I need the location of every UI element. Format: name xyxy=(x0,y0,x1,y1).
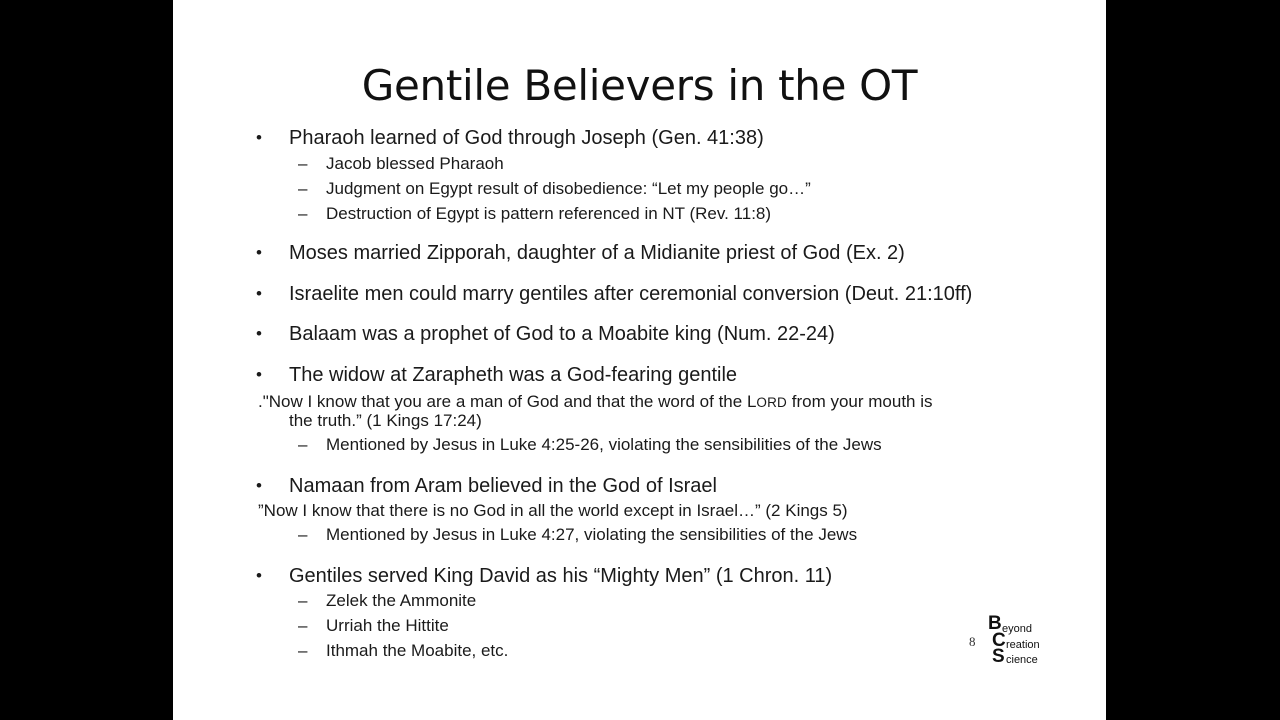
sub-bullet-jacob: – Jacob blessed Pharaoh xyxy=(326,153,504,175)
quote-widow-continued: the truth.” (1 Kings 17:24) xyxy=(289,411,482,430)
logo-word-science: cience xyxy=(1006,654,1038,666)
bullet-israelite-men: • Israelite men could marry gentiles after ceremonial conversion (Deut. 21:10ff) xyxy=(289,282,972,306)
slide xyxy=(173,0,1106,720)
bullet-balaam: • Balaam was a prophet of God to a Moabite king (Num. 22-24) xyxy=(289,322,835,346)
sub-bullet-luke-4-27: – Mentioned by Jesus in Luke 4:27, violating the sensibilities of the Jews xyxy=(326,524,857,546)
quote-widow-suffix: from your mouth is xyxy=(787,392,933,411)
sub-bullet-zelek: – Zelek the Ammonite xyxy=(326,590,476,612)
sub-bullet-destruction: – Destruction of Egypt is pattern referenced in NT (Rev. 11:8) xyxy=(326,203,771,225)
logo-word-creation: reation xyxy=(1006,639,1040,651)
bullet-pharaoh: • Pharaoh learned of God through Joseph (Gen. 41:38) xyxy=(289,126,764,150)
sub-bullet-luke-4-25: – Mentioned by Jesus in Luke 4:25-26, violating the sensibilities of the Jews xyxy=(326,434,882,456)
sub-bullet-urriah: – Urriah the Hittite xyxy=(326,615,449,637)
bullet-mighty-men: • Gentiles served King David as his “Mighty Men” (1 Chron. 11) xyxy=(289,564,832,588)
quote-widow-lord-rest: ORD xyxy=(756,395,788,410)
logo-letter-s: S xyxy=(992,646,1005,667)
logo-word-beyond: eyond xyxy=(1002,623,1032,635)
logo-letter-c: C xyxy=(992,630,1006,651)
slide-title: Gentile Believers in the OT xyxy=(361,61,918,110)
quote-widow-prefix: ."Now I know that you are a man of God and that the word of the xyxy=(258,392,747,411)
slide-number: 8 xyxy=(969,634,976,649)
sub-bullet-judgment: – Judgment on Egypt result of disobedience: “Let my people go…” xyxy=(326,178,811,200)
beyond-creation-science-logo xyxy=(986,614,1061,670)
sub-bullet-ithmah: – Ithmah the Moabite, etc. xyxy=(326,640,508,662)
quote-namaan: ”Now I know that there is no God in all the world except in Israel…” (2 Kings 5) xyxy=(258,501,848,520)
bullet-moses: • Moses married Zipporah, daughter of a Midianite priest of God (Ex. 2) xyxy=(289,241,905,265)
logo-letter-b: B xyxy=(988,613,1002,634)
bullet-namaan: • Namaan from Aram believed in the God of Israel xyxy=(289,474,717,498)
bullet-widow: • The widow at Zarapheth was a God-fearing gentile xyxy=(289,363,737,387)
quote-widow-lord-initial: L xyxy=(746,392,757,411)
